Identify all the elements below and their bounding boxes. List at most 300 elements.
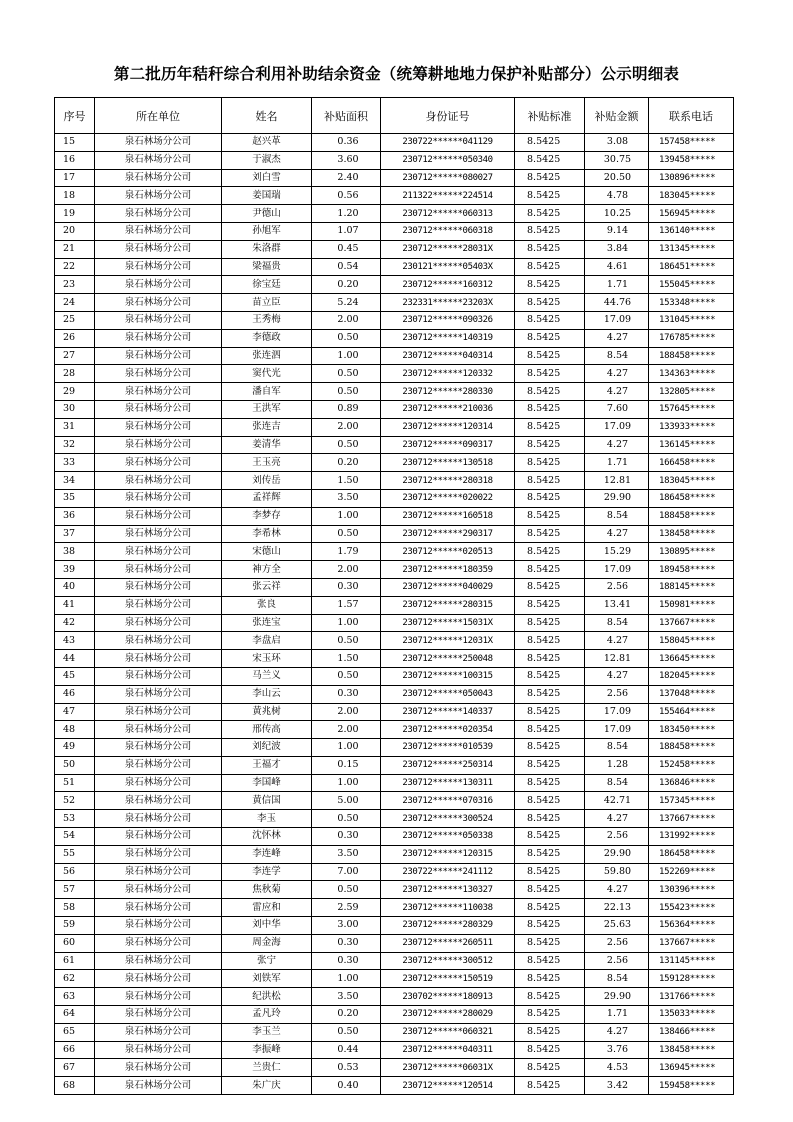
rate-cell: 8.5425	[515, 881, 585, 899]
unit-cell: 泉石林场分公司	[95, 543, 222, 561]
rate-cell: 8.5425	[515, 703, 585, 721]
index-cell: 47	[55, 703, 95, 721]
area-cell: 1.20	[312, 205, 381, 223]
amount-cell: 22.13	[585, 899, 649, 917]
unit-cell: 泉石林场分公司	[95, 294, 222, 312]
name-cell: 朱洛群	[222, 240, 312, 258]
area-cell: 0.30	[312, 934, 381, 952]
phone-cell: 134363*****	[649, 365, 734, 383]
id-number-cell: 230712******250314	[381, 756, 515, 774]
amount-cell: 4.27	[585, 810, 649, 828]
table-row	[55, 988, 734, 1006]
table-row	[55, 667, 734, 685]
index-cell: 28	[55, 365, 95, 383]
area-cell: 3.60	[312, 151, 381, 169]
name-cell: 张宁	[222, 952, 312, 970]
header-cell-phone: 联系电话	[649, 98, 734, 134]
index-cell: 65	[55, 1023, 95, 1041]
table-row	[55, 543, 734, 561]
name-cell: 张云祥	[222, 578, 312, 596]
unit-cell: 泉石林场分公司	[95, 899, 222, 917]
rate-cell: 8.5425	[515, 739, 585, 757]
table-row	[55, 614, 734, 632]
unit-cell: 泉石林场分公司	[95, 187, 222, 205]
area-cell: 0.40	[312, 1077, 381, 1095]
amount-cell: 8.54	[585, 970, 649, 988]
table-header-row	[55, 98, 734, 134]
id-number-cell: 230712******040314	[381, 347, 515, 365]
area-cell: 0.15	[312, 756, 381, 774]
index-cell: 34	[55, 472, 95, 490]
rate-cell: 8.5425	[515, 578, 585, 596]
area-cell: 3.00	[312, 917, 381, 935]
table-row	[55, 169, 734, 187]
rate-cell: 8.5425	[515, 774, 585, 792]
phone-cell: 188458*****	[649, 507, 734, 525]
amount-cell: 12.81	[585, 472, 649, 490]
index-cell: 48	[55, 721, 95, 739]
name-cell: 赵兴革	[222, 134, 312, 152]
amount-cell: 4.78	[585, 187, 649, 205]
name-cell: 刘白雪	[222, 169, 312, 187]
area-cell: 0.54	[312, 258, 381, 276]
name-cell: 刘传岳	[222, 472, 312, 490]
name-cell: 李振峰	[222, 1041, 312, 1059]
area-cell: 3.50	[312, 845, 381, 863]
phone-cell: 153348*****	[649, 294, 734, 312]
index-cell: 59	[55, 917, 95, 935]
phone-cell: 132805*****	[649, 383, 734, 401]
index-cell: 16	[55, 151, 95, 169]
table-row	[55, 774, 734, 792]
index-cell: 25	[55, 311, 95, 329]
id-number-cell: 230712******180359	[381, 561, 515, 579]
rate-cell: 8.5425	[515, 543, 585, 561]
rate-cell: 8.5425	[515, 329, 585, 347]
name-cell: 神方全	[222, 561, 312, 579]
amount-cell: 8.54	[585, 739, 649, 757]
phone-cell: 152458*****	[649, 756, 734, 774]
index-cell: 23	[55, 276, 95, 294]
area-cell: 0.20	[312, 454, 381, 472]
amount-cell: 7.60	[585, 400, 649, 418]
index-cell: 18	[55, 187, 95, 205]
area-cell: 0.30	[312, 828, 381, 846]
phone-cell: 188458*****	[649, 347, 734, 365]
table-row	[55, 276, 734, 294]
name-cell: 李山云	[222, 685, 312, 703]
name-cell: 李盘启	[222, 632, 312, 650]
unit-cell: 泉石林场分公司	[95, 383, 222, 401]
rate-cell: 8.5425	[515, 917, 585, 935]
name-cell: 宋德山	[222, 543, 312, 561]
phone-cell: 136140*****	[649, 222, 734, 240]
rate-cell: 8.5425	[515, 614, 585, 632]
table-row	[55, 329, 734, 347]
area-cell: 2.00	[312, 561, 381, 579]
phone-cell: 139458*****	[649, 151, 734, 169]
unit-cell: 泉石林场分公司	[95, 614, 222, 632]
name-cell: 张连吉	[222, 418, 312, 436]
id-number-cell: 230722******241112	[381, 863, 515, 881]
id-number-cell: 230712******300512	[381, 952, 515, 970]
table-row	[55, 685, 734, 703]
header-cell-amount: 补贴金额	[585, 98, 649, 134]
id-number-cell: 230712******060313	[381, 205, 515, 223]
amount-cell: 1.28	[585, 756, 649, 774]
index-cell: 49	[55, 739, 95, 757]
name-cell: 李玉	[222, 810, 312, 828]
table-row	[55, 436, 734, 454]
phone-cell: 186458*****	[649, 845, 734, 863]
document-title: 第二批历年秸秆综合利用补助结余资金（统筹耕地地力保护补贴部分）公示明细表	[113, 65, 680, 83]
index-cell: 66	[55, 1041, 95, 1059]
index-cell: 67	[55, 1059, 95, 1077]
table-row	[55, 596, 734, 614]
area-cell: 3.50	[312, 988, 381, 1006]
table-row	[55, 1023, 734, 1041]
id-number-cell: 230712******040311	[381, 1041, 515, 1059]
rate-cell: 8.5425	[515, 632, 585, 650]
id-number-cell: 230702******180913	[381, 988, 515, 1006]
header-cell-unit: 所在单位	[95, 98, 222, 134]
area-cell: 0.50	[312, 632, 381, 650]
table-row	[55, 899, 734, 917]
phone-cell: 155423*****	[649, 899, 734, 917]
area-cell: 1.00	[312, 347, 381, 365]
table-row	[55, 418, 734, 436]
id-number-cell: 230712******070316	[381, 792, 515, 810]
area-cell: 0.89	[312, 400, 381, 418]
area-cell: 0.50	[312, 365, 381, 383]
amount-cell: 17.09	[585, 561, 649, 579]
table-row	[55, 881, 734, 899]
table-row	[55, 703, 734, 721]
header-cell-rate: 补贴标准	[515, 98, 585, 134]
unit-cell: 泉石林场分公司	[95, 845, 222, 863]
id-number-cell: 230712******050338	[381, 828, 515, 846]
rate-cell: 8.5425	[515, 294, 585, 312]
unit-cell: 泉石林场分公司	[95, 703, 222, 721]
rate-cell: 8.5425	[515, 383, 585, 401]
table-row	[55, 311, 734, 329]
table-row	[55, 347, 734, 365]
phone-cell: 138458*****	[649, 525, 734, 543]
name-cell: 李希林	[222, 525, 312, 543]
phone-cell: 157645*****	[649, 400, 734, 418]
id-number-cell: 230712******140319	[381, 329, 515, 347]
name-cell: 梁福贵	[222, 258, 312, 276]
table-row	[55, 472, 734, 490]
id-number-cell: 230712******15031X	[381, 614, 515, 632]
rate-cell: 8.5425	[515, 863, 585, 881]
amount-cell: 29.90	[585, 489, 649, 507]
area-cell: 1.57	[312, 596, 381, 614]
table-row	[55, 489, 734, 507]
phone-cell: 135033*****	[649, 1006, 734, 1024]
name-cell: 姜清华	[222, 436, 312, 454]
table-row	[55, 294, 734, 312]
table-row	[55, 845, 734, 863]
phone-cell: 137667*****	[649, 614, 734, 632]
phone-cell: 159128*****	[649, 970, 734, 988]
id-number-cell: 230712******280329	[381, 917, 515, 935]
phone-cell: 166458*****	[649, 454, 734, 472]
phone-cell: 136145*****	[649, 436, 734, 454]
unit-cell: 泉石林场分公司	[95, 828, 222, 846]
name-cell: 李玉兰	[222, 1023, 312, 1041]
amount-cell: 10.25	[585, 205, 649, 223]
unit-cell: 泉石林场分公司	[95, 774, 222, 792]
index-cell: 21	[55, 240, 95, 258]
phone-cell: 136645*****	[649, 650, 734, 668]
index-cell: 57	[55, 881, 95, 899]
id-number-cell: 230712******020513	[381, 543, 515, 561]
amount-cell: 29.90	[585, 845, 649, 863]
table-row	[55, 721, 734, 739]
index-cell: 41	[55, 596, 95, 614]
index-cell: 29	[55, 383, 95, 401]
id-number-cell: 230712******280029	[381, 1006, 515, 1024]
area-cell: 0.53	[312, 1059, 381, 1077]
amount-cell: 3.76	[585, 1041, 649, 1059]
name-cell: 李国峰	[222, 774, 312, 792]
amount-cell: 8.54	[585, 614, 649, 632]
rate-cell: 8.5425	[515, 1023, 585, 1041]
amount-cell: 4.53	[585, 1059, 649, 1077]
area-cell: 0.50	[312, 667, 381, 685]
unit-cell: 泉石林场分公司	[95, 917, 222, 935]
index-cell: 30	[55, 400, 95, 418]
phone-cell: 188145*****	[649, 578, 734, 596]
name-cell: 王秀梅	[222, 311, 312, 329]
unit-cell: 泉石林场分公司	[95, 988, 222, 1006]
amount-cell: 4.61	[585, 258, 649, 276]
table-row	[55, 134, 734, 152]
name-cell: 马兰义	[222, 667, 312, 685]
id-number-cell: 230712******050340	[381, 151, 515, 169]
table-row	[55, 1077, 734, 1095]
rate-cell: 8.5425	[515, 899, 585, 917]
table-row	[55, 970, 734, 988]
index-cell: 53	[55, 810, 95, 828]
id-number-cell: 230712******090326	[381, 311, 515, 329]
phone-cell: 152269*****	[649, 863, 734, 881]
name-cell: 张良	[222, 596, 312, 614]
id-number-cell: 230712******090317	[381, 436, 515, 454]
unit-cell: 泉石林场分公司	[95, 863, 222, 881]
rate-cell: 8.5425	[515, 756, 585, 774]
unit-cell: 泉石林场分公司	[95, 721, 222, 739]
name-cell: 宋玉环	[222, 650, 312, 668]
id-number-cell: 230712******160312	[381, 276, 515, 294]
phone-cell: 155045*****	[649, 276, 734, 294]
amount-cell: 15.29	[585, 543, 649, 561]
index-cell: 51	[55, 774, 95, 792]
area-cell: 5.24	[312, 294, 381, 312]
index-cell: 20	[55, 222, 95, 240]
table-row	[55, 863, 734, 881]
name-cell: 姜国瑞	[222, 187, 312, 205]
amount-cell: 3.08	[585, 134, 649, 152]
index-cell: 64	[55, 1006, 95, 1024]
rate-cell: 8.5425	[515, 667, 585, 685]
phone-cell: 138458*****	[649, 1041, 734, 1059]
phone-cell: 188458*****	[649, 739, 734, 757]
id-number-cell: 230712******210036	[381, 400, 515, 418]
phone-cell: 131045*****	[649, 311, 734, 329]
name-cell: 雷应和	[222, 899, 312, 917]
index-cell: 22	[55, 258, 95, 276]
amount-cell: 4.27	[585, 383, 649, 401]
phone-cell: 131145*****	[649, 952, 734, 970]
table-row	[55, 578, 734, 596]
phone-cell: 183450*****	[649, 721, 734, 739]
unit-cell: 泉石林场分公司	[95, 134, 222, 152]
phone-cell: 157345*****	[649, 792, 734, 810]
area-cell: 0.50	[312, 525, 381, 543]
unit-cell: 泉石林场分公司	[95, 810, 222, 828]
table-row	[55, 828, 734, 846]
amount-cell: 3.84	[585, 240, 649, 258]
area-cell: 2.00	[312, 311, 381, 329]
name-cell: 刘纪波	[222, 739, 312, 757]
phone-cell: 131345*****	[649, 240, 734, 258]
id-number-cell: 230712******280318	[381, 472, 515, 490]
id-number-cell: 230712******140337	[381, 703, 515, 721]
phone-cell: 189458*****	[649, 561, 734, 579]
unit-cell: 泉石林场分公司	[95, 311, 222, 329]
area-cell: 1.07	[312, 222, 381, 240]
rate-cell: 8.5425	[515, 934, 585, 952]
phone-cell: 186458*****	[649, 489, 734, 507]
id-number-cell: 230712******150519	[381, 970, 515, 988]
unit-cell: 泉石林场分公司	[95, 792, 222, 810]
rate-cell: 8.5425	[515, 970, 585, 988]
amount-cell: 8.54	[585, 774, 649, 792]
header-cell-index: 序号	[55, 98, 95, 134]
unit-cell: 泉石林场分公司	[95, 685, 222, 703]
unit-cell: 泉石林场分公司	[95, 472, 222, 490]
amount-cell: 17.09	[585, 311, 649, 329]
name-cell: 王福才	[222, 756, 312, 774]
index-cell: 19	[55, 205, 95, 223]
area-cell: 3.50	[312, 489, 381, 507]
table-row	[55, 1006, 734, 1024]
name-cell: 潘自军	[222, 383, 312, 401]
phone-cell: 138466*****	[649, 1023, 734, 1041]
amount-cell: 4.27	[585, 1023, 649, 1041]
rate-cell: 8.5425	[515, 311, 585, 329]
area-cell: 1.79	[312, 543, 381, 561]
phone-cell: 133933*****	[649, 418, 734, 436]
rate-cell: 8.5425	[515, 472, 585, 490]
table-row	[55, 650, 734, 668]
unit-cell: 泉石林场分公司	[95, 365, 222, 383]
index-cell: 27	[55, 347, 95, 365]
unit-cell: 泉石林场分公司	[95, 632, 222, 650]
unit-cell: 泉石林场分公司	[95, 222, 222, 240]
amount-cell: 8.54	[585, 347, 649, 365]
unit-cell: 泉石林场分公司	[95, 934, 222, 952]
table-row	[55, 1041, 734, 1059]
table-row	[55, 151, 734, 169]
amount-cell: 4.27	[585, 632, 649, 650]
id-number-cell: 230712******160518	[381, 507, 515, 525]
phone-cell: 136945*****	[649, 1059, 734, 1077]
name-cell: 孙旭军	[222, 222, 312, 240]
amount-cell: 1.71	[585, 454, 649, 472]
id-number-cell: 230712******020022	[381, 489, 515, 507]
name-cell: 邢传高	[222, 721, 312, 739]
id-number-cell: 230712******020354	[381, 721, 515, 739]
area-cell: 0.50	[312, 1023, 381, 1041]
amount-cell: 17.09	[585, 721, 649, 739]
area-cell: 0.56	[312, 187, 381, 205]
amount-cell: 4.27	[585, 365, 649, 383]
amount-cell: 30.75	[585, 151, 649, 169]
amount-cell: 9.14	[585, 222, 649, 240]
name-cell: 窦代光	[222, 365, 312, 383]
index-cell: 39	[55, 561, 95, 579]
id-number-cell: 230712******060318	[381, 222, 515, 240]
name-cell: 朱广庆	[222, 1077, 312, 1095]
rate-cell: 8.5425	[515, 347, 585, 365]
rate-cell: 8.5425	[515, 650, 585, 668]
name-cell: 尹德山	[222, 205, 312, 223]
area-cell: 0.50	[312, 383, 381, 401]
index-cell: 32	[55, 436, 95, 454]
phone-cell: 130896*****	[649, 169, 734, 187]
unit-cell: 泉石林场分公司	[95, 952, 222, 970]
index-cell: 60	[55, 934, 95, 952]
area-cell: 2.00	[312, 721, 381, 739]
area-cell: 0.20	[312, 1006, 381, 1024]
amount-cell: 3.42	[585, 1077, 649, 1095]
amount-cell: 44.76	[585, 294, 649, 312]
unit-cell: 泉石林场分公司	[95, 561, 222, 579]
rate-cell: 8.5425	[515, 276, 585, 294]
area-cell: 1.00	[312, 970, 381, 988]
unit-cell: 泉石林场分公司	[95, 1077, 222, 1095]
amount-cell: 2.56	[585, 685, 649, 703]
amount-cell: 17.09	[585, 703, 649, 721]
area-cell: 0.50	[312, 881, 381, 899]
id-number-cell: 230712******040029	[381, 578, 515, 596]
phone-cell: 136846*****	[649, 774, 734, 792]
index-cell: 61	[55, 952, 95, 970]
index-cell: 52	[55, 792, 95, 810]
unit-cell: 泉石林场分公司	[95, 881, 222, 899]
table-row	[55, 561, 734, 579]
index-cell: 38	[55, 543, 95, 561]
amount-cell: 2.56	[585, 952, 649, 970]
rate-cell: 8.5425	[515, 418, 585, 436]
name-cell: 于淑杰	[222, 151, 312, 169]
rate-cell: 8.5425	[515, 205, 585, 223]
name-cell: 周金海	[222, 934, 312, 952]
table-row	[55, 792, 734, 810]
id-number-cell: 230712******290317	[381, 525, 515, 543]
index-cell: 46	[55, 685, 95, 703]
rate-cell: 8.5425	[515, 845, 585, 863]
rate-cell: 8.5425	[515, 810, 585, 828]
phone-cell: 137667*****	[649, 810, 734, 828]
name-cell: 徐宝廷	[222, 276, 312, 294]
area-cell: 2.40	[312, 169, 381, 187]
id-number-cell: 230712******300524	[381, 810, 515, 828]
area-cell: 0.30	[312, 578, 381, 596]
